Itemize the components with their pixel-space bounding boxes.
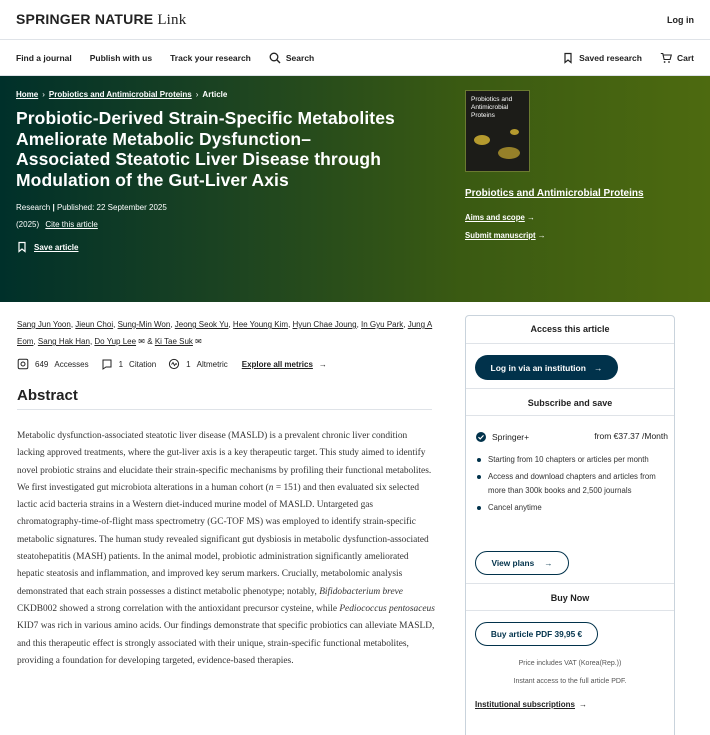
main-nav: [0, 40, 710, 76]
login-institution-label: Log in via an institution: [490, 362, 586, 373]
article-hero: [0, 76, 710, 302]
save-article-label: Save article: [34, 242, 79, 252]
author-link[interactable]: Jeong Seok Yu: [174, 320, 229, 329]
author-link[interactable]: Sang Jun Yoon: [17, 320, 71, 329]
plan-row: [475, 431, 668, 443]
cite-this-article-link[interactable]: Cite this article: [45, 220, 98, 229]
institutional-subscriptions-link[interactable]: [475, 700, 587, 709]
plan-features: [475, 453, 660, 518]
author-link[interactable]: In Gyu Park: [361, 320, 404, 329]
access-heading: Access this article: [466, 316, 674, 344]
author-list: Sang Jun Yoon, Jieun Choi, Sung-Min Won, Jeong Seok Yu, Hee Young Kim, Hyun Chae Joung, In Gyu Park, Jung A Eom, Sang Hak Han, Do Yup Lee ✉ & Ki Tae Suk ✉: [17, 320, 433, 346]
springer-nature-link-logo[interactable]: [16, 11, 186, 29]
breadcrumb-separator: ›: [42, 90, 45, 99]
meta-divider: |: [52, 203, 57, 212]
view-plans-label: View plans: [491, 558, 535, 568]
arrow-right-icon: →: [526, 213, 535, 222]
login-institution-button[interactable]: [475, 355, 618, 380]
abstract-part: Metabolic dysfunction-associated steatotic liver disease (MASLD) is a prevalent chronic liver condition lacking approved treatments, where the gut-liver axis is a key therapeutic target. This study aimed to identify novel probiotic strains and elucidate their strain-specific mechanisms by profiling their functional metabolites. We first investigated gut microbiota alterations in a human cohort (: [17, 431, 432, 493]
breadcrumb-home[interactable]: Home: [16, 90, 39, 99]
explore-metrics-link[interactable]: Explore all metrics: [241, 359, 313, 369]
access-box: [465, 315, 675, 735]
species-name: Pediococcus pentosaceus: [339, 603, 435, 614]
author-ampersand: &: [147, 337, 153, 346]
check-circle-icon: [475, 431, 487, 443]
journal-name-link[interactable]: Probiotics and Antimicrobial Proteins: [465, 188, 644, 199]
subscribe-heading: Subscribe and save: [466, 388, 674, 416]
abstract-part: = 151) and then evaluated six selected lactic acid bacteria strains in a Western diet-induced murine model of MASLD. Untargeted gas chromatography-time-of-flight mass spectrometry (GC-TOF MS) was employed to identify strain-specific metabolic signatures. The human study revealed significant gut dysbiosis in metabolic dysfunction-associated steatohepatitis (MASH) patients. In the animal model, probiotic administration significantly ameliorated hepatic steatosis and inflammation, and improved key serum markers. Crucially, metabolomic analysis demonstrated that each strain possesses a distinct metabolic phenotype; notably,: [17, 482, 429, 597]
cover-art: [498, 147, 520, 159]
author-link[interactable]: Jieun Choi: [75, 320, 114, 329]
article-title: Probiotic-Derived Strain-Specific Metabolites Ameliorate Metabolic Dysfunction–Associated Steatotic Liver Disease through Modulation of the Gut-Liver Axis: [16, 108, 395, 190]
citations-label: Citation: [129, 359, 157, 369]
save-article-button[interactable]: [16, 241, 694, 253]
cover-art: [510, 129, 519, 135]
article-metrics: [17, 358, 327, 370]
published-date: Published: 22 September 2025: [56, 203, 167, 212]
cart-label: Cart: [676, 52, 694, 63]
eye-icon: [17, 358, 29, 370]
abstract-italic: n: [268, 482, 274, 493]
citations-count: 1: [118, 359, 124, 369]
top-bar: [0, 0, 710, 40]
publish-link[interactable]: Publish with us: [89, 52, 153, 63]
buy-pdf-button[interactable]: Buy article PDF 39,95 €: [475, 622, 598, 646]
author-link[interactable]: Sung-Min Won: [117, 320, 171, 329]
plan-price: from €37.37 /Month: [594, 431, 668, 441]
bookmark-icon: [562, 52, 574, 64]
author-link[interactable]: Sang Hak Han: [37, 337, 90, 346]
mail-icon[interactable]: ✉: [195, 337, 202, 346]
bookmark-icon: [16, 241, 28, 253]
article-type: Research: [16, 203, 51, 212]
mail-icon[interactable]: ✉: [138, 337, 145, 346]
search-button[interactable]: [269, 52, 314, 64]
logo-text: SPRINGER NATURE: [16, 10, 154, 27]
accesses-count: 649: [35, 359, 49, 369]
journal-panel: [465, 90, 695, 240]
list-item: Access and download chapters and articles from more than 300k books and 2,500 journals: [475, 470, 660, 498]
arrow-right-icon: →: [318, 359, 327, 369]
article-year: (2025): [16, 220, 40, 229]
abstract-heading: Abstract: [17, 387, 78, 404]
saved-research-link[interactable]: [562, 52, 642, 64]
altmetric-icon: [168, 358, 180, 370]
search-label: Search: [285, 52, 315, 63]
search-icon: [269, 52, 281, 64]
journal-cover[interactable]: [465, 90, 530, 172]
arrow-right-icon: →: [537, 231, 546, 240]
altmetric-label: Altmetric: [196, 359, 228, 369]
breadcrumb-separator: ›: [195, 90, 199, 99]
cart-icon: [660, 52, 672, 64]
login-link[interactable]: Log in: [667, 14, 694, 25]
view-plans-button[interactable]: [475, 551, 569, 575]
submit-manuscript-link[interactable]: [465, 231, 695, 240]
vat-note: Price includes VAT (Korea(Rep.)): [518, 660, 622, 667]
author-link[interactable]: Hee Young Kim: [232, 320, 289, 329]
buy-now-heading: Buy Now: [466, 583, 674, 611]
institutional-subscriptions-label: Institutional subscriptions: [475, 700, 576, 709]
altmetric-count: 1: [186, 359, 191, 369]
author-link[interactable]: Ki Tae Suk: [154, 337, 193, 346]
breadcrumb-journal[interactable]: Probiotics and Antimicrobial Proteins: [48, 90, 192, 99]
logo-link-text: Link: [157, 11, 187, 28]
price-note: [466, 655, 674, 691]
abstract-text: [17, 428, 437, 670]
quote-icon: [101, 358, 113, 370]
breadcrumb-current: Article: [202, 90, 228, 99]
plan-name: Springer+: [492, 432, 530, 442]
cover-art: [474, 135, 490, 145]
abstract-part: KID7 was rich in various amino acids. Our findings demonstrate that specific probiotics can alleviate MASLD, and this therapeutic effect is strongly associated with their unique, strain-specific functional metabolites, providing a foundation for developing targeted, evidence-based therapies.: [17, 621, 435, 666]
accesses-label: Accesses: [54, 359, 89, 369]
author-link[interactable]: Hyun Chae Joung: [292, 320, 357, 329]
submit-manuscript-label: Submit manuscript: [465, 231, 536, 240]
journal-cover-title: Probiotics and Antimicrobial Proteins: [471, 96, 513, 119]
cart-link[interactable]: [660, 52, 694, 64]
list-item: Cancel anytime: [475, 501, 660, 515]
find-journal-link[interactable]: Find a journal: [16, 52, 72, 63]
author-link[interactable]: Do Yup Lee: [94, 337, 137, 346]
track-research-link[interactable]: Track your research: [170, 52, 251, 63]
instant-access-note: Instant access to the full article PDF.: [513, 678, 627, 685]
aims-scope-label: Aims and scope: [465, 213, 525, 222]
arrow-right-icon: →: [593, 362, 603, 373]
list-item: Starting from 10 chapters or articles per month: [475, 453, 660, 467]
species-name: Bifidobacterium breve: [319, 586, 403, 597]
aims-scope-link[interactable]: [465, 213, 695, 222]
abstract-part: CKDB002 showed a strong correlation with the antioxidant precursor cysteine, while: [17, 603, 340, 614]
divider: [17, 409, 432, 410]
author-link[interactable]: Jung A Eom: [17, 320, 433, 346]
saved-research-label: Saved research: [579, 52, 642, 63]
arrow-right-icon: →: [579, 700, 588, 709]
arrow-right-icon: →: [544, 558, 553, 568]
